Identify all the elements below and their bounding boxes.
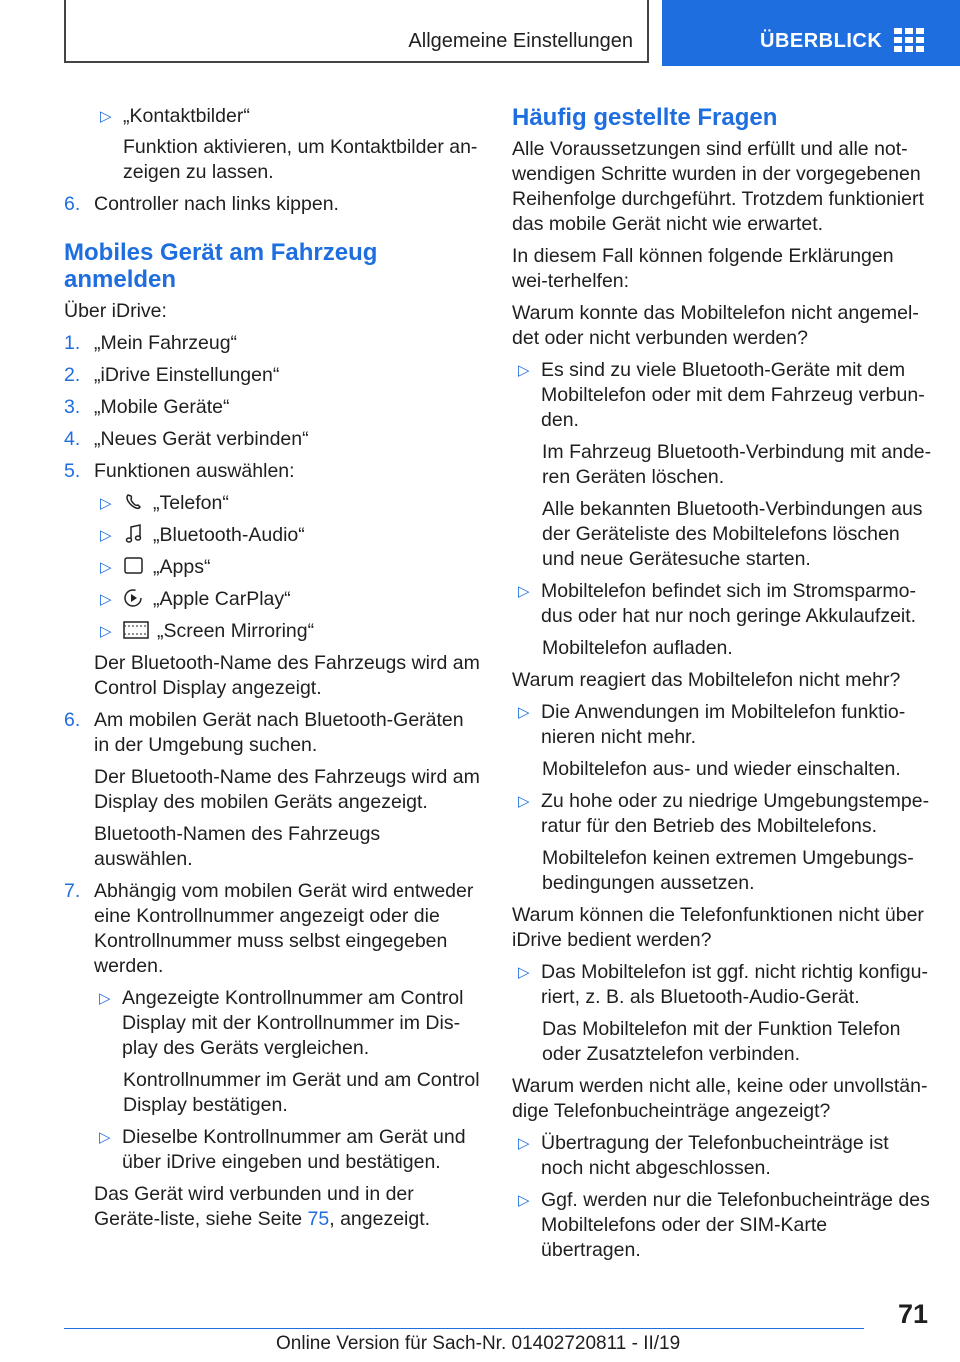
faq-q2-bullet-1-note: Mobiltelefon aus- und wieder einschalten.	[542, 758, 901, 780]
step-1: 1. „Mein Fahrzeug“	[64, 332, 238, 354]
heading-faq: Häufig gestellte Fragen	[512, 104, 778, 131]
left-column	[64, 104, 480, 1239]
function-carplay: ▷ „Apple CarPlay“	[100, 588, 291, 610]
page-number: 71	[897, 1299, 928, 1329]
faq-q2-bullet-1: ▷ Die Anwendungen im Mobiltelefon funktio-nieren nicht mehr.	[518, 701, 906, 748]
faq-q3-bullet-1: ▷ Das Mobiltelefon ist ggf. nicht richtig konfigu-riert, z. B. als Bluetooth-Audio-Gerät.	[518, 961, 928, 1008]
step-7: 7. Abhängig vom mobilen Gerät wird entweder eine Kontrollnummer angezeigt oder die Kontrollnummer muss selbst eingegeben werden.	[64, 880, 474, 977]
bullet-kontaktbilder: ▷ „Kontaktbilder“	[64, 104, 480, 129]
faq-q3-bullet-1-note: Das Mobiltelefon mit der Funktion Telefon oder Zusatztelefon verbinden.	[542, 1018, 901, 1065]
step-2: 2. „iDrive Einstellungen“	[64, 364, 280, 386]
right-column	[512, 104, 932, 1270]
faq-q2-bullet-2-note: Mobiltelefon keinen extremen Umgebungs-bedingungen aussetzen.	[542, 847, 914, 894]
faq-q4-bullet-1: ▷ Übertragung der Telefonbucheinträge ist noch nicht abgeschlossen.	[518, 1132, 889, 1179]
step-5-result: Der Bluetooth-Name des Fahrzeugs wird am Control Display angezeigt.	[94, 652, 480, 699]
via-idrive: Über iDrive:	[64, 300, 167, 322]
step-6-controller: 6. Controller nach links kippen.	[64, 193, 339, 215]
online-version-note: Online Version für Sach-Nr. 01402720811 - II/19	[276, 1333, 681, 1354]
section-title: Allgemeine Einstellungen	[408, 30, 633, 52]
heading-register-device: Mobiles Gerät am Fahrzeug anmelden	[64, 239, 378, 293]
faq-q1-bullet-2: ▷ Mobiltelefon befindet sich im Stromsparmo-dus oder hat nur noch geringe Akkulaufzeit.	[518, 580, 917, 627]
step-4: 4. „Neues Gerät verbinden“	[64, 428, 309, 450]
function-bluetooth-audio: ▷ „Bluetooth-Audio“	[100, 524, 305, 546]
faq-q1-bullet-2-note: Mobiltelefon aufladen.	[542, 637, 733, 659]
faq-q2-bullet-2: ▷ Zu hohe oder zu niedrige Umgebungstempe-ratur für den Betrieb des Mobiltelefons.	[518, 790, 930, 837]
step-3: 3. „Mobile Geräte“	[64, 396, 230, 418]
faq-question-3: Warum können die Telefonfunktionen nicht über iDrive bedient werden?	[512, 904, 924, 951]
step-7-bullet-1-note: Kontrollnummer im Gerät und am Control Display bestätigen.	[123, 1069, 480, 1116]
kontaktbilder-desc: Funktion aktivieren, um Kontaktbilder an-zeigen zu lassen.	[123, 136, 478, 183]
music-note-icon	[123, 524, 145, 544]
step-7-result: Das Gerät wird verbunden und in der Geräte-liste, siehe Seite 75, angezeigt.	[94, 1183, 431, 1230]
screen-mirroring-icon	[123, 620, 149, 640]
step-6-search: 6. Am mobilen Gerät nach Bluetooth-Geräten in der Umgebung suchen.	[64, 709, 464, 756]
faq-q1-bullet-1: ▷ Es sind zu viele Bluetooth-Geräte mit dem Mobiltelefon oder mit dem Fahrzeug verbun-den.	[518, 359, 925, 431]
function-telefon: ▷ „Telefon“	[100, 492, 229, 514]
bullet-marker: ▷	[100, 108, 112, 125]
grid-icon	[894, 28, 924, 52]
overview-tab[interactable]	[662, 0, 960, 66]
step-7-bullet-2: ▷ Dieselbe Kontrollnummer am Gerät und über iDrive eingeben und bestätigen.	[99, 1126, 466, 1173]
step-6-note-1: Der Bluetooth-Name des Fahrzeugs wird am Display des mobilen Geräts angezeigt.	[94, 766, 480, 813]
footer-divider	[64, 1328, 864, 1329]
step-6-note-2: Bluetooth-Namen des Fahrzeugs auswählen.	[94, 823, 381, 870]
page-reference-link[interactable]: 75	[307, 1208, 330, 1230]
faq-question-2: Warum reagiert das Mobiltelefon nicht mehr?	[512, 669, 901, 691]
overview-label: ÜBERBLICK	[760, 30, 883, 52]
page-header	[0, 0, 960, 66]
faq-q1-bullet-1-note-1: Im Fahrzeug Bluetooth-Verbindung mit ande-ren Geräten löschen.	[542, 441, 932, 488]
step-7-bullet-1: ▷ Angezeigte Kontrollnummer am Control Display mit der Kontrollnummer im Dis-play des Geräts vergleichen.	[99, 987, 464, 1059]
step-5: 5. Funktionen auswählen:	[64, 460, 295, 482]
faq-q1-bullet-1-note-2: Alle bekannten Bluetooth-Verbindungen aus der Geräteliste des Mobiltelefons löschen und neue Gerätesuche starten.	[542, 498, 923, 570]
phone-icon	[123, 492, 145, 512]
function-screen-mirroring: ▷ „Screen Mirroring“	[100, 620, 315, 642]
function-apps: ▷ „Apps“	[100, 556, 211, 578]
faq-intro-2: In diesem Fall können folgende Erklärungen wei-terhelfen:	[512, 245, 894, 292]
faq-question-4: Warum werden nicht alle, keine oder unvollstän-dige Telefonbucheinträge angezeigt?	[512, 1075, 928, 1122]
section-tab	[64, 0, 649, 63]
faq-intro-1: Alle Voraussetzungen sind erfüllt und alle not-wendigen Schritte wurden in der vorgegebenen Reihenfolge durchgeführt. Trotzdem funktioniert das mobile Gerät nicht wie erwartet.	[512, 138, 924, 235]
faq-question-1: Warum konnte das Mobiltelefon nicht angemel-det oder nicht verbunden werden?	[512, 302, 919, 349]
apps-square-icon	[123, 556, 145, 576]
faq-q4-bullet-2: ▷ Ggf. werden nur die Telefonbucheinträge des Mobiltelefons oder der SIM-Karte übertragen.	[518, 1189, 930, 1261]
play-circle-icon	[123, 588, 145, 608]
